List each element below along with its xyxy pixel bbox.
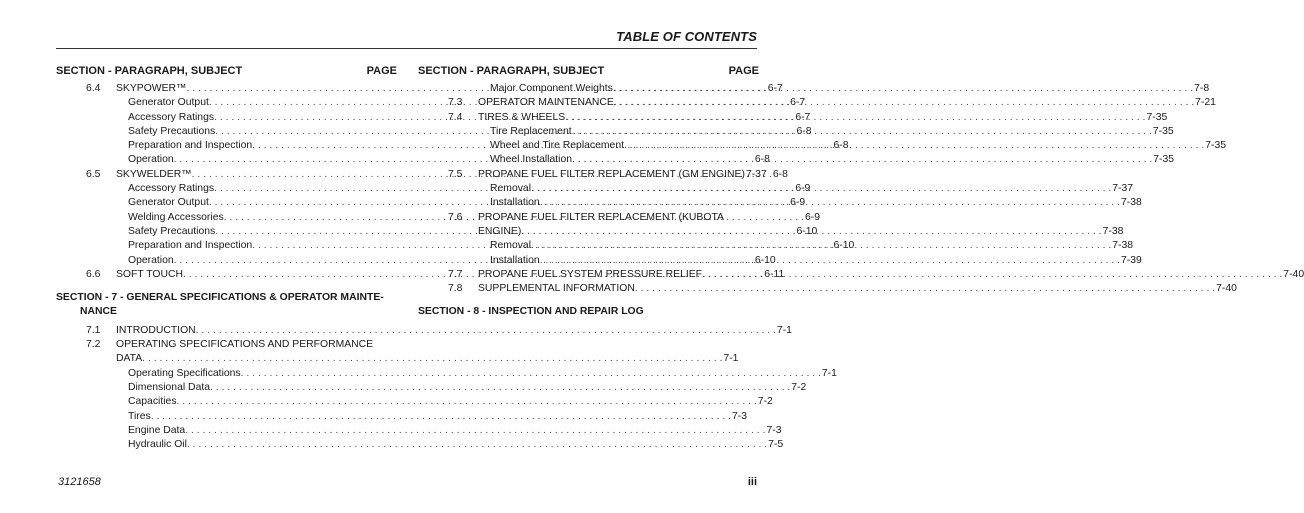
subject-heading: SECTION - PARAGRAPH, SUBJECT bbox=[418, 65, 605, 77]
page-heading: PAGE bbox=[366, 65, 397, 77]
toc-entry-page: 7-3 bbox=[766, 424, 782, 436]
dot-leader bbox=[635, 282, 1215, 296]
toc-entry-body bbox=[128, 424, 782, 438]
section-8-heading[interactable] bbox=[418, 305, 759, 319]
toc-entry-body bbox=[116, 324, 792, 338]
toc-entry-page: 7-38 bbox=[1120, 197, 1142, 209]
dot-leader bbox=[614, 96, 1194, 110]
toc-entry-body bbox=[116, 338, 397, 352]
dot-leader bbox=[702, 268, 1282, 282]
toc-entry-number: 7.4 bbox=[448, 111, 463, 123]
toc-entry[interactable] bbox=[56, 410, 748, 424]
toc-entry-title: Preparation and Inspection bbox=[128, 140, 253, 152]
toc-entry-body bbox=[478, 211, 759, 225]
toc-entry-page: 6-7 bbox=[790, 97, 806, 109]
subject-heading: SECTION - PARAGRAPH, SUBJECT bbox=[56, 65, 243, 77]
toc-entry-page: 6-9 bbox=[790, 197, 806, 209]
toc-entry-title: Hydraulic Oil bbox=[128, 439, 187, 451]
toc-entry-page: 6-8 bbox=[833, 140, 849, 152]
toc-entry-title: Wheel and Tire Replacement bbox=[490, 140, 624, 152]
dot-leader bbox=[572, 125, 1152, 139]
section-8-label: SECTION - 8 - INSPECTION AND REPAIR LOG bbox=[418, 306, 644, 318]
toc-entry-title: SUPPLEMENTAL INFORMATION bbox=[478, 283, 635, 295]
toc-entry-page: 7-2 bbox=[791, 381, 807, 393]
toc-entry-page: 7-38 bbox=[1112, 240, 1134, 252]
toc-entry-page: 7-40 bbox=[1283, 268, 1304, 280]
toc-entry-number: 7.8 bbox=[448, 283, 463, 295]
toc-entry-page: 7-1 bbox=[723, 353, 739, 365]
toc-entry-title: Generator Output bbox=[128, 197, 209, 209]
dot-leader bbox=[531, 182, 1111, 196]
dot-leader bbox=[177, 395, 757, 409]
dot-leader bbox=[624, 139, 1204, 153]
toc-entry-title: ENGINE) bbox=[478, 225, 522, 237]
toc-entry[interactable] bbox=[56, 395, 773, 409]
toc-entry-title: DATA bbox=[116, 353, 143, 365]
toc-entry-body bbox=[478, 282, 1237, 296]
toc-entry-title: Accessory Ratings bbox=[128, 111, 215, 123]
toc-entry-title: TIRES & WHEELS bbox=[478, 111, 566, 123]
toc-entry-page: 7-35 bbox=[1153, 154, 1175, 166]
toc-entry-body bbox=[478, 168, 767, 182]
toc-entry-page: 7-38 bbox=[1102, 225, 1124, 237]
toc-entry-body bbox=[128, 381, 807, 395]
dot-leader bbox=[196, 324, 776, 338]
dot-leader bbox=[613, 82, 1193, 96]
dot-leader bbox=[210, 381, 790, 395]
toc-entry-page: 7-37 bbox=[1112, 183, 1134, 195]
dot-leader bbox=[565, 111, 1145, 125]
toc-entry-body bbox=[116, 352, 739, 366]
toc-entry-title: Dimensional Data bbox=[128, 381, 211, 393]
toc-entry-body bbox=[128, 367, 837, 381]
toc-entry-page: 7-1 bbox=[776, 324, 792, 336]
toc-entry-title: Safety Precautions bbox=[128, 225, 216, 237]
toc-entry[interactable] bbox=[56, 324, 792, 338]
dot-leader bbox=[572, 153, 1152, 167]
toc-entry-page: 6-9 bbox=[795, 183, 811, 195]
section-7-line2: NANCE bbox=[80, 306, 117, 318]
section-7-line1: SECTION - 7 - GENERAL SPECIFICATIONS & OPERATOR MAINTE- bbox=[56, 292, 384, 304]
toc-entry[interactable] bbox=[56, 367, 837, 381]
toc-entry-page: 7-37 bbox=[745, 168, 767, 180]
toc-list-section7 bbox=[56, 324, 837, 453]
toc-entry-number: 6.6 bbox=[86, 268, 101, 280]
toc-entry-title: Accessory Ratings bbox=[128, 183, 215, 195]
toc-entry[interactable] bbox=[56, 438, 784, 452]
toc-entry-title: Safety Precautions bbox=[128, 125, 216, 137]
toc-entry-page: 7-35 bbox=[1152, 125, 1174, 137]
toc-entry-page: 7-1 bbox=[821, 367, 837, 379]
column-header bbox=[56, 64, 397, 82]
page-title: TABLE OF CONTENTS bbox=[616, 29, 757, 44]
toc-entry[interactable] bbox=[56, 352, 739, 366]
dot-leader bbox=[142, 352, 722, 366]
dot-leader bbox=[151, 410, 731, 424]
toc-entry-title: Tire Replacement bbox=[490, 125, 572, 137]
dot-leader bbox=[531, 239, 1111, 253]
toc-entry-title: Installation bbox=[490, 197, 540, 209]
toc-entry-title: Wheel Installation bbox=[490, 154, 573, 166]
toc-entry[interactable] bbox=[56, 381, 807, 395]
toc-entry-page: 6-8 bbox=[754, 154, 770, 166]
toc-entry-number: 7.2 bbox=[86, 339, 101, 351]
toc-entry-title: PROPANE FUEL FILTER REPLACEMENT (GM ENGINE) bbox=[478, 168, 745, 180]
section-7-heading[interactable] bbox=[56, 291, 397, 320]
toc-entry-page: 7-39 bbox=[1120, 254, 1142, 266]
page-heading: PAGE bbox=[728, 65, 759, 77]
dot-leader bbox=[521, 225, 1101, 239]
toc-entry-title: OPERATOR MAINTENANCE bbox=[478, 97, 614, 109]
toc-entry-title: INTRODUCTION bbox=[116, 324, 196, 336]
toc-entry-body bbox=[128, 438, 784, 452]
toc-entry-page: 7-40 bbox=[1216, 283, 1237, 295]
toc-entry-number: 7.1 bbox=[86, 324, 101, 336]
page-number: iii bbox=[747, 476, 757, 488]
toc-entry-number: 7.3 bbox=[448, 97, 463, 109]
toc-entry-number: 7.6 bbox=[448, 211, 463, 223]
header-rule bbox=[56, 48, 757, 49]
toc-entry-title: SKYPOWER™ bbox=[116, 83, 187, 94]
toc-entry-title: Major Component Weights bbox=[490, 83, 613, 94]
toc-entry[interactable] bbox=[56, 424, 782, 438]
toc-entry-page: 6-10 bbox=[833, 240, 855, 252]
toc-entry-body bbox=[128, 410, 748, 424]
toc-entry-title: OPERATING SPECIFICATIONS AND PERFORMANCE bbox=[116, 339, 374, 351]
toc-entry-title: Operating Specifications bbox=[128, 367, 241, 379]
toc-entry-page: 6-8 bbox=[796, 125, 812, 137]
toc-entry[interactable] bbox=[418, 168, 767, 182]
dot-leader bbox=[185, 424, 765, 438]
toc-entry-title: Generator Output bbox=[128, 97, 209, 109]
dot-leader bbox=[540, 254, 1120, 268]
toc-entry-title: Operation bbox=[128, 154, 174, 166]
toc-entry-page: 6-10 bbox=[796, 225, 818, 237]
toc-entry-page: 7-3 bbox=[731, 410, 748, 422]
toc-entry-page: 6-9 bbox=[804, 211, 820, 223]
toc-entry-title: PROPANE FUEL FILTER REPLACEMENT (KUBOTA bbox=[478, 211, 724, 223]
dot-leader bbox=[241, 367, 821, 381]
toc-entry-page: 7-2 bbox=[757, 396, 773, 408]
toc-entry-title: Engine Data bbox=[128, 424, 186, 436]
toc-entry[interactable] bbox=[56, 338, 397, 352]
toc-entry-page: 7-35 bbox=[1146, 111, 1168, 123]
toc-entry-title: Welding Accessories bbox=[128, 211, 224, 223]
toc-entry-title: SOFT TOUCH bbox=[116, 268, 183, 280]
column-header bbox=[418, 64, 759, 82]
toc-entry-page: 7-8 bbox=[1194, 83, 1210, 94]
toc-entry-number: 7.7 bbox=[448, 268, 463, 280]
toc-entry-title: SKYWELDER™ bbox=[116, 168, 192, 180]
toc-entry-number: 6.5 bbox=[86, 168, 101, 180]
toc-entry-page: 7-5 bbox=[768, 439, 784, 451]
toc-entry-page: 7-35 bbox=[1205, 140, 1227, 152]
toc-entry-title: Installation bbox=[490, 254, 540, 266]
toc-entry-page: 7-21 bbox=[1195, 97, 1216, 109]
toc-entry-title: Operation bbox=[128, 254, 174, 266]
toc-entry-title: PROPANE FUEL SYSTEM PRESSURE RELIEF bbox=[478, 268, 703, 280]
toc-entry-page: 6-11 bbox=[764, 268, 785, 280]
toc-entry-title: Capacities bbox=[128, 396, 177, 408]
toc-entry-page: 6-8 bbox=[772, 168, 788, 180]
toc-entry-title: Removal bbox=[490, 183, 531, 195]
toc-entry-title: Preparation and Inspection bbox=[128, 240, 253, 252]
toc-entry-page: 6-10 bbox=[754, 254, 776, 266]
toc-entry-title: Tires bbox=[128, 410, 151, 422]
toc-entry[interactable] bbox=[418, 282, 1237, 296]
toc-entry-page: 6-7 bbox=[767, 83, 783, 94]
toc-entry[interactable] bbox=[418, 211, 759, 225]
toc-entry-title: Removal bbox=[490, 240, 531, 252]
dot-leader bbox=[187, 438, 767, 452]
document-number: 3121658 bbox=[58, 476, 101, 488]
toc-entry-page: 6-7 bbox=[795, 111, 811, 123]
toc-entry-body bbox=[128, 395, 773, 409]
dot-leader bbox=[540, 196, 1120, 210]
toc-entry-number: 6.4 bbox=[86, 83, 101, 94]
toc-entry-number: 7.5 bbox=[448, 168, 463, 180]
